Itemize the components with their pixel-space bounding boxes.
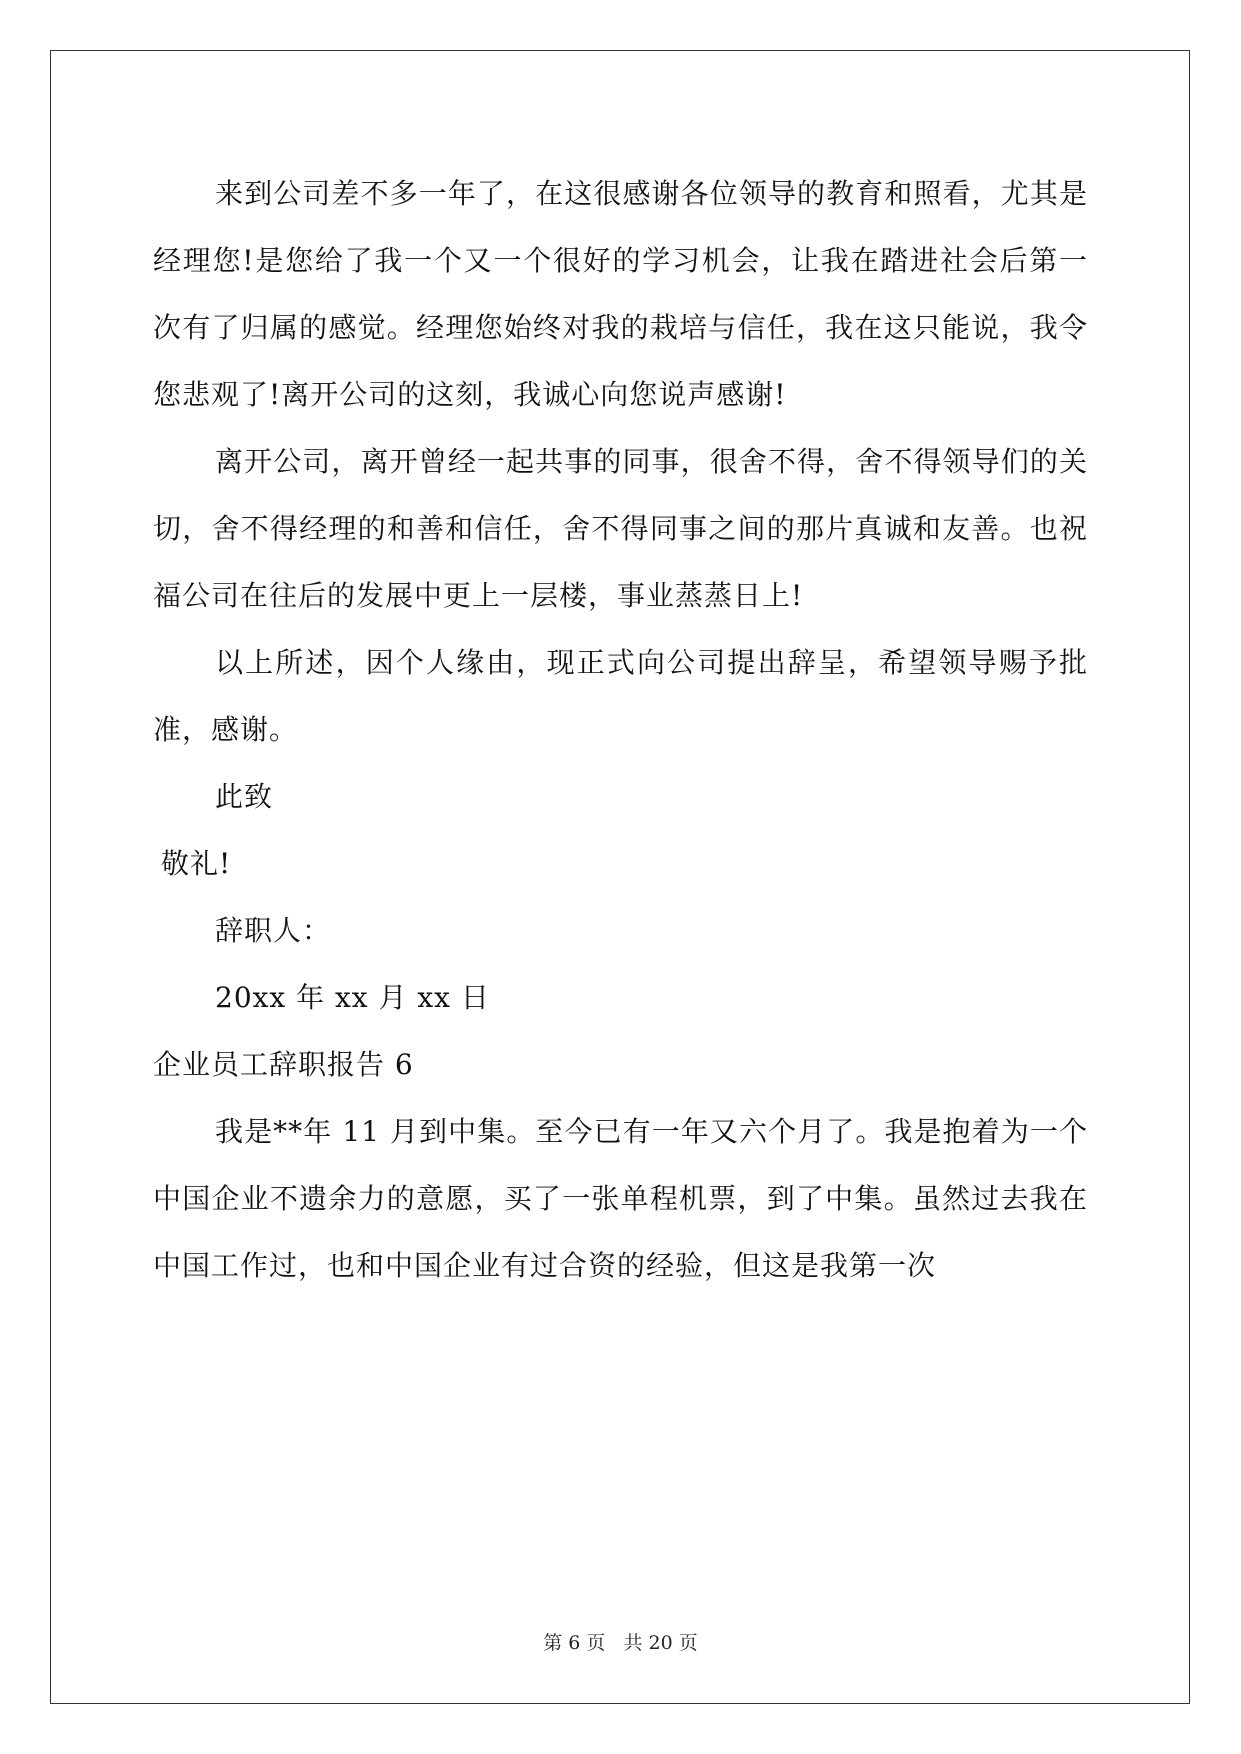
- closing-salutation: 此致: [215, 780, 274, 813]
- paragraph-farewell: 离开公司，离开曾经一起共事的同事，很舍不得，舍不得领导们的关切，舍不得经理的和善和信任，舍不得同事之间的那片真诚和友善。也祝福公司在往后的发展中更上一层楼，事业蒸蒸日上!: [153, 445, 1088, 612]
- page-footer: [0, 1628, 1241, 1655]
- section-heading: 企业员工辞职报告 6: [153, 1048, 414, 1081]
- signature-label: 辞职人：: [215, 914, 332, 947]
- page-number: 第 6 页: [543, 1632, 606, 1654]
- paragraph-gratitude: 来到公司差不多一年了，在这很感谢各位领导的教育和照看，尤其是经理您!是您给了我一个又一个很好的学习机会，让我在踏进社会后第一次有了归属的感觉。经理您始终对我的栽培与信任，我在这只能说，我令您悲观了!离开公司的这刻，我诚心向您说声感谢!: [153, 177, 1088, 411]
- paragraph-resignation-request: 以上所述，因个人缘由，现正式向公司提出辞呈，希望领导赐予批准，感谢。: [153, 646, 1088, 746]
- page-total: 共 20 页: [623, 1632, 698, 1654]
- document-body: [153, 160, 1088, 1299]
- closing-regards: 敬礼!: [161, 847, 232, 880]
- paragraph-report-6-intro: 我是**年 11 月到中集。至今已有一年又六个月了。我是抱着为一个中国企业不遗余力的意愿，买了一张单程机票，到了中集。虽然过去我在中国工作过，也和中国企业有过合资的经验，但这是我第一次: [153, 1115, 1088, 1282]
- signature-date: 20xx 年 xx 月 xx 日: [215, 981, 490, 1014]
